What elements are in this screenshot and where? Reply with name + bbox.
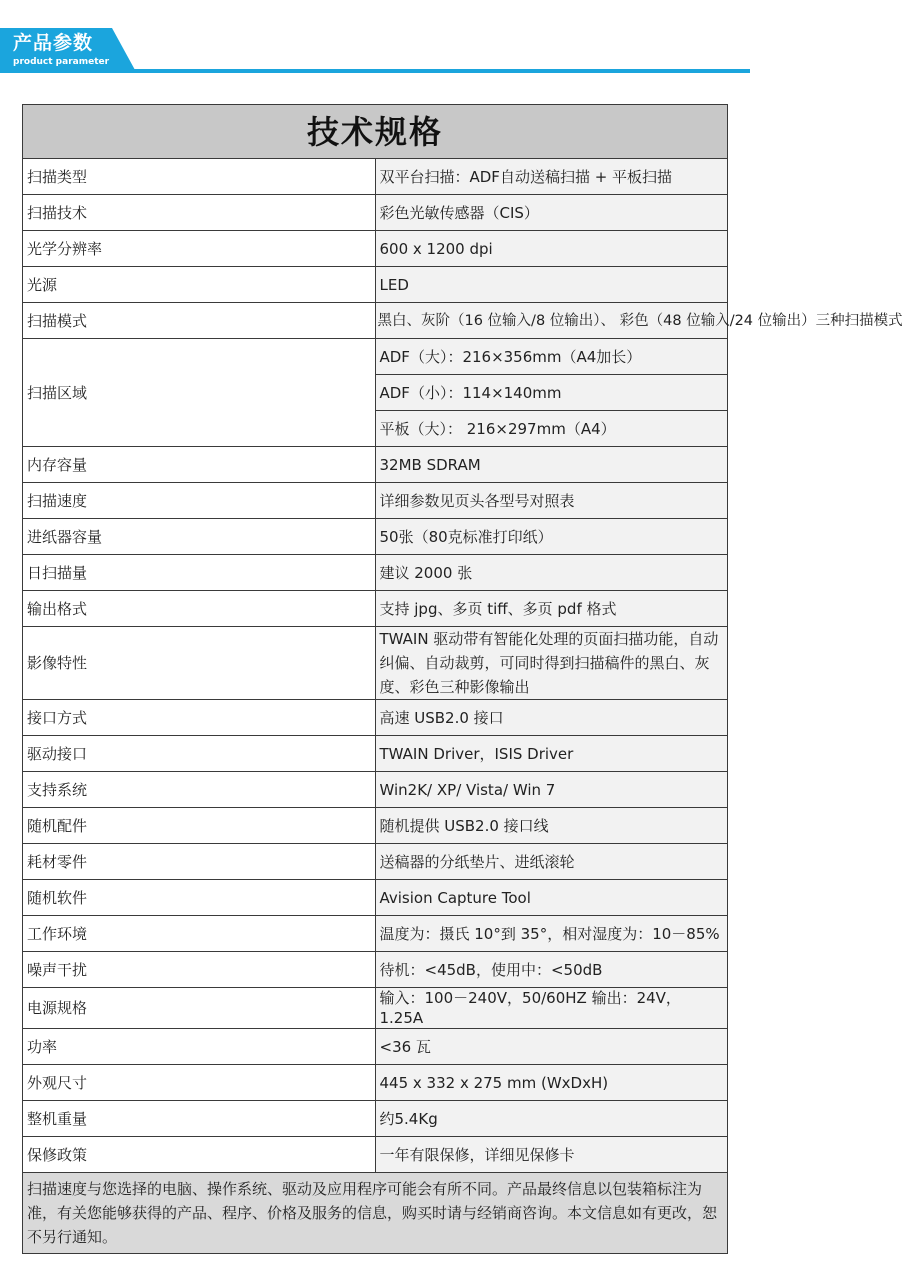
header-divider-line	[0, 69, 750, 73]
row-value: 详细参数见页头各型号对照表	[375, 483, 728, 519]
table-row	[23, 303, 728, 339]
row-value: LED	[375, 267, 728, 303]
row-value: TWAIN Driver，ISIS Driver	[375, 736, 728, 772]
table-row	[23, 988, 728, 1029]
row-label: 光源	[23, 267, 376, 303]
row-label: 扫描速度	[23, 483, 376, 519]
row-value: 约5.4Kg	[375, 1101, 728, 1137]
table-row	[23, 1137, 728, 1173]
row-label: 影像特性	[23, 627, 376, 700]
row-label: 进纸器容量	[23, 519, 376, 555]
row-label: 日扫描量	[23, 555, 376, 591]
row-value: 随机提供 USB2.0 接口线	[375, 808, 728, 844]
table-title-row	[23, 105, 728, 159]
table-row	[23, 1065, 728, 1101]
table-row	[23, 736, 728, 772]
row-label: 功率	[23, 1029, 376, 1065]
table-row	[23, 555, 728, 591]
table-row	[23, 952, 728, 988]
table-row	[23, 1029, 728, 1065]
row-label: 随机软件	[23, 880, 376, 916]
row-label: 扫描类型	[23, 159, 376, 195]
row-value: TWAIN 驱动带有智能化处理的页面扫描功能，自动纠偏、自动裁剪，可同时得到扫描稿件的黑白、灰度、彩色三种影像输出	[375, 627, 728, 700]
row-value: 一年有限保修，详细见保修卡	[375, 1137, 728, 1173]
table-row	[23, 880, 728, 916]
scan-area-value: ADF（大）：216×356mm（A4加长）	[375, 339, 728, 375]
row-label: 接口方式	[23, 700, 376, 736]
row-label: 工作环境	[23, 916, 376, 952]
row-value: 高速 USB2.0 接口	[375, 700, 728, 736]
row-value: 32MB SDRAM	[375, 447, 728, 483]
row-label: 扫描模式	[23, 303, 376, 339]
table-row	[23, 267, 728, 303]
table-row	[23, 159, 728, 195]
row-value: 600 x 1200 dpi	[375, 231, 728, 267]
row-label: 扫描技术	[23, 195, 376, 231]
table-note: 扫描速度与您选择的电脑、操作系统、驱动及应用程序可能会有所不同。产品最终信息以包装箱标注为准，有关您能够获得的产品、程序、价格及服务的信息，购买时请与经销商咨询。本文信息如有更改，恕不另行通知。	[23, 1173, 728, 1254]
row-value: 待机：<45dB，使用中：<50dB	[375, 952, 728, 988]
row-label: 保修政策	[23, 1137, 376, 1173]
row-value: 445 x 332 x 275 mm (WxDxH)	[375, 1065, 728, 1101]
table-row	[23, 627, 728, 700]
table-row	[23, 844, 728, 880]
scan-area-value: ADF（小）：114×140mm	[375, 375, 728, 411]
header-title: 产品参数	[13, 32, 94, 54]
row-label: 输出格式	[23, 591, 376, 627]
table-row	[23, 916, 728, 952]
table-row	[23, 700, 728, 736]
section-header	[0, 0, 750, 76]
row-label: 驱动接口	[23, 736, 376, 772]
row-value: 黑白、灰阶（16 位输入/8 位输出）、 彩色（48 位输入/24 位输出）三种扫描模式	[375, 303, 728, 339]
table-row	[23, 483, 728, 519]
row-label: 光学分辨率	[23, 231, 376, 267]
scan-area-label: 扫描区域	[23, 339, 376, 447]
spec-table	[22, 104, 903, 1254]
scan-area-value: 平板（大）： 216×297mm（A4）	[375, 411, 728, 447]
table-row	[23, 231, 728, 267]
row-label: 电源规格	[23, 988, 376, 1029]
row-label: 耗材零件	[23, 844, 376, 880]
row-label: 内存容量	[23, 447, 376, 483]
table-note-row	[23, 1173, 728, 1254]
table-row	[23, 519, 728, 555]
row-value: 彩色光敏传感器（CIS）	[375, 195, 728, 231]
row-label: 外观尺寸	[23, 1065, 376, 1101]
row-value: 50张（80克标准打印纸）	[375, 519, 728, 555]
table-row-scan-area	[23, 339, 728, 375]
table-row	[23, 591, 728, 627]
row-value: 温度为：摄氏 10°到 35°，相对湿度为：10－85%	[375, 916, 728, 952]
row-label: 整机重量	[23, 1101, 376, 1137]
table-row	[23, 772, 728, 808]
row-value: 送稿器的分纸垫片、进纸滚轮	[375, 844, 728, 880]
row-value: 输入：100－240V，50/60HZ 输出：24V，1.25A	[375, 988, 728, 1029]
table-row	[23, 1101, 728, 1137]
row-label: 噪声干扰	[23, 952, 376, 988]
row-value: 双平台扫描：ADF自动送稿扫描 + 平板扫描	[375, 159, 728, 195]
row-value: <36 瓦	[375, 1029, 728, 1065]
row-value: 支持 jpg、多页 tiff、多页 pdf 格式	[375, 591, 728, 627]
table-row	[23, 808, 728, 844]
row-label: 随机配件	[23, 808, 376, 844]
table-title: 技术规格	[23, 105, 728, 159]
table-row	[23, 447, 728, 483]
row-label: 支持系统	[23, 772, 376, 808]
table-row	[23, 195, 728, 231]
row-value: Win2K/ XP/ Vista/ Win 7	[375, 772, 728, 808]
row-value: 建议 2000 张	[375, 555, 728, 591]
row-value: Avision Capture Tool	[375, 880, 728, 916]
header-subtitle: product parameter	[13, 57, 110, 67]
